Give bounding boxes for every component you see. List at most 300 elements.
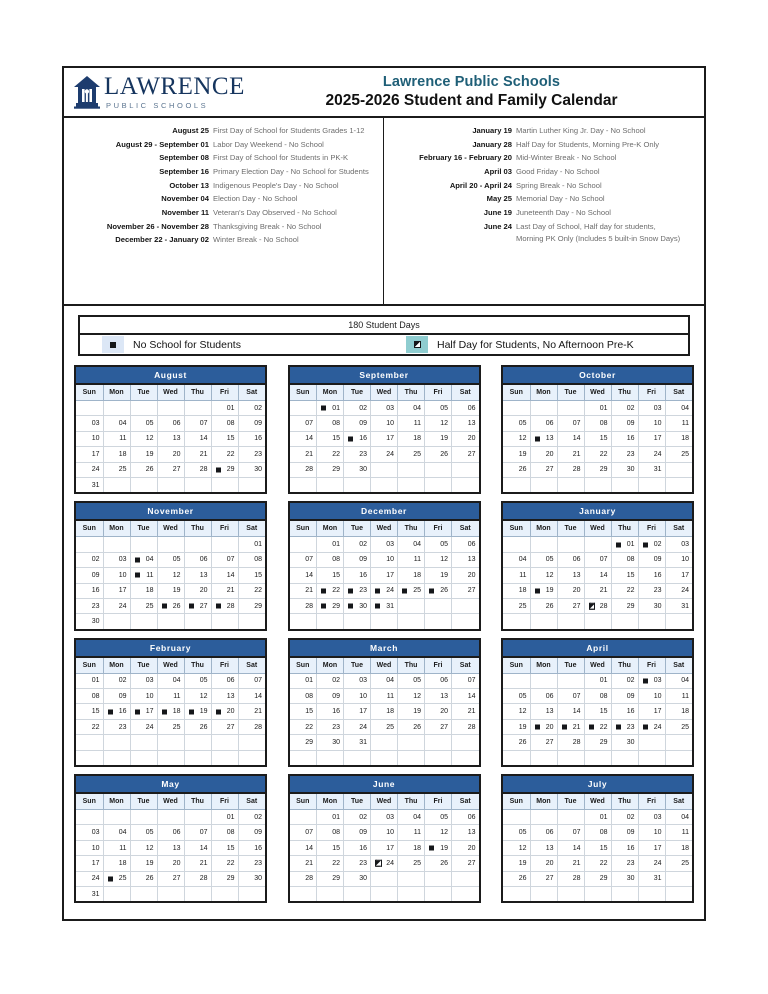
day-cell: 08 xyxy=(317,552,344,567)
week-row xyxy=(76,614,265,629)
day-cell: 18 xyxy=(665,840,692,855)
key-date-row xyxy=(68,126,380,137)
empty-day-cell xyxy=(184,401,211,416)
day-cell: 22 xyxy=(317,856,344,871)
week-row xyxy=(503,598,692,613)
week-row xyxy=(76,583,265,598)
week-row xyxy=(76,704,265,719)
day-cell: 20 xyxy=(184,583,211,598)
month-calendar-march xyxy=(288,638,481,767)
week-row xyxy=(290,568,479,583)
empty-day-cell xyxy=(184,810,211,825)
day-cell: 04 xyxy=(398,537,425,552)
day-cell: 05 xyxy=(530,552,557,567)
week-row xyxy=(76,719,265,734)
empty-day-cell xyxy=(398,735,425,750)
empty-day-cell xyxy=(290,810,317,825)
day-cell: 13 xyxy=(425,689,452,704)
week-row xyxy=(290,689,479,704)
day-cell: 24 xyxy=(371,583,398,598)
weekday-header-sun: Sun xyxy=(290,385,317,401)
week-row xyxy=(503,689,692,704)
day-cell: 06 xyxy=(530,416,557,431)
day-cell: 25 xyxy=(665,719,692,734)
weekday-header-fri: Fri xyxy=(638,521,665,537)
week-row xyxy=(503,477,692,492)
week-row xyxy=(76,447,265,462)
day-cell: 28 xyxy=(557,462,584,477)
week-row xyxy=(290,552,479,567)
day-cell: 18 xyxy=(398,431,425,446)
month-day-grid xyxy=(76,521,265,628)
day-cell: 01 xyxy=(317,537,344,552)
empty-day-cell xyxy=(425,750,452,765)
empty-day-cell xyxy=(290,401,317,416)
key-date-row xyxy=(68,153,380,164)
day-cell: 10 xyxy=(130,689,157,704)
week-row xyxy=(76,810,265,825)
weekday-header-sun: Sun xyxy=(503,658,530,674)
day-cell: 13 xyxy=(452,416,479,431)
empty-day-cell xyxy=(503,614,530,629)
day-cell: 12 xyxy=(503,840,530,855)
weekday-header-tue: Tue xyxy=(130,658,157,674)
week-row xyxy=(290,477,479,492)
day-cell: 20 xyxy=(211,704,238,719)
day-cell: 14 xyxy=(290,840,317,855)
key-date-description: Thanksgiving Break - No School xyxy=(213,221,322,231)
square-marker-icon xyxy=(643,725,648,730)
empty-day-cell xyxy=(665,735,692,750)
weekday-header-wed: Wed xyxy=(157,794,184,810)
empty-day-cell xyxy=(76,537,103,552)
day-cell: 11 xyxy=(398,825,425,840)
weekday-header-sun: Sun xyxy=(290,521,317,537)
square-marker-icon xyxy=(110,342,116,348)
weekday-header-sat: Sat xyxy=(238,521,265,537)
day-cell: 24 xyxy=(638,447,665,462)
empty-day-cell xyxy=(584,750,611,765)
day-cell: 16 xyxy=(344,431,371,446)
weekday-header-thu: Thu xyxy=(184,658,211,674)
key-date-date: November 04 xyxy=(161,194,209,204)
day-cell: 26 xyxy=(184,719,211,734)
key-date-description: Memorial Day - No School xyxy=(516,194,605,204)
day-cell: 23 xyxy=(344,856,371,871)
empty-day-cell xyxy=(665,477,692,492)
day-cell: 03 xyxy=(371,401,398,416)
day-cell: 01 xyxy=(211,401,238,416)
day-cell: 27 xyxy=(184,598,211,613)
day-cell: 04 xyxy=(665,810,692,825)
day-cell: 01 xyxy=(290,673,317,688)
day-cell: 24 xyxy=(130,719,157,734)
empty-day-cell xyxy=(130,735,157,750)
day-cell: 03 xyxy=(76,416,103,431)
month-calendar-november xyxy=(74,501,267,630)
empty-day-cell xyxy=(425,477,452,492)
square-marker-icon xyxy=(616,725,621,730)
month-title: January xyxy=(503,503,692,521)
day-cell: 18 xyxy=(503,583,530,598)
day-cell: 01 xyxy=(238,537,265,552)
month-calendar-january xyxy=(501,501,694,630)
day-cell: 14 xyxy=(557,431,584,446)
day-cell: 25 xyxy=(665,856,692,871)
week-row xyxy=(503,810,692,825)
key-date-date: January 19 xyxy=(472,126,512,135)
day-cell: 05 xyxy=(184,673,211,688)
empty-day-cell xyxy=(103,477,130,492)
day-cell: 02 xyxy=(76,552,103,567)
weekday-header-sun: Sun xyxy=(290,658,317,674)
weekday-header-sat: Sat xyxy=(238,658,265,674)
square-marker-icon xyxy=(535,436,540,441)
week-row xyxy=(503,552,692,567)
key-date-row xyxy=(388,167,700,178)
day-cell: 15 xyxy=(611,568,638,583)
day-cell: 30 xyxy=(238,462,265,477)
key-date-date: August 25 xyxy=(172,126,209,135)
week-row xyxy=(290,856,479,871)
empty-day-cell xyxy=(157,477,184,492)
day-cell: 23 xyxy=(103,719,130,734)
day-cell: 08 xyxy=(211,825,238,840)
empty-day-cell xyxy=(584,537,611,552)
week-row xyxy=(76,840,265,855)
day-cell: 09 xyxy=(317,689,344,704)
day-cell: 14 xyxy=(184,431,211,446)
empty-day-cell xyxy=(398,886,425,901)
day-cell: 26 xyxy=(398,719,425,734)
day-cell: 16 xyxy=(238,840,265,855)
half-square-marker-icon xyxy=(375,860,382,867)
key-date-date: June 24 xyxy=(483,221,512,231)
month-calendar-february xyxy=(74,638,267,767)
day-cell: 04 xyxy=(398,401,425,416)
weekday-header-fri: Fri xyxy=(211,521,238,537)
day-cell: 25 xyxy=(103,462,130,477)
day-cell: 06 xyxy=(157,416,184,431)
day-cell: 18 xyxy=(103,856,130,871)
key-date-row xyxy=(68,235,380,246)
empty-day-cell xyxy=(103,886,130,901)
weekday-header-mon: Mon xyxy=(103,521,130,537)
empty-day-cell xyxy=(130,750,157,765)
day-cell: 07 xyxy=(290,552,317,567)
day-cell: 05 xyxy=(130,825,157,840)
month-title: July xyxy=(503,776,692,794)
empty-day-cell xyxy=(503,537,530,552)
day-cell: 28 xyxy=(290,598,317,613)
day-cell: 28 xyxy=(452,719,479,734)
empty-day-cell xyxy=(665,462,692,477)
week-row xyxy=(290,537,479,552)
day-cell: 20 xyxy=(157,447,184,462)
day-cell: 02 xyxy=(611,810,638,825)
day-cell: 02 xyxy=(344,810,371,825)
half-square-marker-icon xyxy=(589,603,596,610)
day-cell: 16 xyxy=(344,840,371,855)
day-cell: 22 xyxy=(238,583,265,598)
day-cell: 26 xyxy=(425,856,452,871)
day-cell: 17 xyxy=(638,840,665,855)
empty-day-cell xyxy=(425,614,452,629)
empty-day-cell xyxy=(238,614,265,629)
day-cell: 25 xyxy=(665,447,692,462)
day-cell: 14 xyxy=(290,568,317,583)
day-cell: 26 xyxy=(425,583,452,598)
weekday-header-mon: Mon xyxy=(317,385,344,401)
empty-day-cell xyxy=(371,886,398,901)
day-cell: 18 xyxy=(371,704,398,719)
day-cell: 09 xyxy=(611,416,638,431)
legend-item-no-school xyxy=(80,335,384,354)
weekday-header-mon: Mon xyxy=(317,521,344,537)
weekday-header-sun: Sun xyxy=(503,521,530,537)
empty-day-cell xyxy=(425,871,452,886)
month-day-grid xyxy=(76,385,265,492)
day-cell: 12 xyxy=(425,416,452,431)
empty-day-cell xyxy=(503,810,530,825)
day-cell: 16 xyxy=(611,431,638,446)
empty-day-cell xyxy=(76,810,103,825)
day-cell: 06 xyxy=(184,552,211,567)
month-title: March xyxy=(290,640,479,658)
weekday-header-wed: Wed xyxy=(371,658,398,674)
day-cell: 22 xyxy=(76,719,103,734)
weekday-header-thu: Thu xyxy=(611,794,638,810)
key-dates-column-left xyxy=(64,118,384,304)
weekday-header-mon: Mon xyxy=(530,658,557,674)
square-marker-icon xyxy=(429,846,434,851)
empty-day-cell xyxy=(557,401,584,416)
month-calendar-may xyxy=(74,774,267,903)
square-marker-icon xyxy=(429,588,434,593)
schoolhouse-icon xyxy=(72,75,102,109)
square-marker-icon xyxy=(135,557,140,562)
day-cell: 10 xyxy=(371,552,398,567)
day-cell: 06 xyxy=(530,825,557,840)
square-marker-icon xyxy=(216,604,221,609)
empty-day-cell xyxy=(452,735,479,750)
empty-day-cell xyxy=(665,750,692,765)
day-cell: 21 xyxy=(557,719,584,734)
day-cell: 12 xyxy=(130,431,157,446)
week-row xyxy=(290,583,479,598)
weekday-header-fri: Fri xyxy=(425,385,452,401)
day-cell: 17 xyxy=(76,447,103,462)
empty-day-cell xyxy=(611,614,638,629)
square-marker-icon xyxy=(402,588,407,593)
day-cell: 19 xyxy=(425,431,452,446)
empty-day-cell xyxy=(398,462,425,477)
weekday-header-wed: Wed xyxy=(157,385,184,401)
day-cell: 14 xyxy=(584,568,611,583)
day-cell: 20 xyxy=(452,840,479,855)
day-cell: 12 xyxy=(157,568,184,583)
empty-day-cell xyxy=(317,477,344,492)
day-cell: 08 xyxy=(317,825,344,840)
day-cell: 27 xyxy=(157,871,184,886)
day-cell: 15 xyxy=(584,704,611,719)
empty-day-cell xyxy=(557,750,584,765)
day-cell: 09 xyxy=(238,416,265,431)
weekday-header-wed: Wed xyxy=(371,385,398,401)
empty-day-cell xyxy=(290,537,317,552)
empty-day-cell xyxy=(452,598,479,613)
day-cell: 23 xyxy=(638,583,665,598)
empty-day-cell xyxy=(530,614,557,629)
legend xyxy=(78,315,690,356)
square-marker-icon xyxy=(162,709,167,714)
day-cell: 03 xyxy=(371,810,398,825)
key-date-row xyxy=(68,222,380,233)
week-row xyxy=(290,401,479,416)
week-row xyxy=(290,416,479,431)
day-cell: 09 xyxy=(238,825,265,840)
day-cell: 24 xyxy=(638,719,665,734)
month-calendar-september xyxy=(288,365,481,494)
day-cell: 16 xyxy=(76,583,103,598)
day-cell: 22 xyxy=(317,447,344,462)
weekday-header-wed: Wed xyxy=(584,385,611,401)
empty-day-cell xyxy=(530,750,557,765)
day-cell: 12 xyxy=(425,825,452,840)
empty-day-cell xyxy=(398,750,425,765)
day-cell: 16 xyxy=(238,431,265,446)
month-day-grid xyxy=(290,385,479,492)
month-calendar-october xyxy=(501,365,694,494)
day-cell: 28 xyxy=(557,871,584,886)
day-cell: 09 xyxy=(611,689,638,704)
day-cell: 19 xyxy=(130,856,157,871)
week-row xyxy=(290,598,479,613)
empty-day-cell xyxy=(584,477,611,492)
day-cell: 23 xyxy=(317,719,344,734)
day-cell: 28 xyxy=(290,871,317,886)
day-cell: 24 xyxy=(638,856,665,871)
key-date-date: November 11 xyxy=(161,208,209,218)
day-cell: 07 xyxy=(238,673,265,688)
day-cell: 28 xyxy=(184,462,211,477)
empty-day-cell xyxy=(530,401,557,416)
square-marker-icon xyxy=(616,542,621,547)
empty-day-cell xyxy=(317,614,344,629)
weekday-header-wed: Wed xyxy=(584,794,611,810)
day-cell: 01 xyxy=(317,810,344,825)
day-cell: 19 xyxy=(503,447,530,462)
week-row xyxy=(290,431,479,446)
empty-day-cell xyxy=(398,871,425,886)
day-cell: 10 xyxy=(665,552,692,567)
day-cell: 12 xyxy=(503,704,530,719)
weekday-header-tue: Tue xyxy=(130,385,157,401)
weekday-header-sat: Sat xyxy=(452,521,479,537)
week-row xyxy=(503,431,692,446)
empty-day-cell xyxy=(211,477,238,492)
day-cell: 30 xyxy=(611,462,638,477)
key-date-description: Mid-Winter Break - No School xyxy=(516,153,617,163)
square-marker-icon xyxy=(135,709,140,714)
day-cell: 01 xyxy=(211,810,238,825)
day-cell: 01 xyxy=(584,401,611,416)
empty-day-cell xyxy=(398,477,425,492)
month-calendar-april xyxy=(501,638,694,767)
empty-day-cell xyxy=(76,750,103,765)
weekday-header-tue: Tue xyxy=(557,385,584,401)
day-cell: 18 xyxy=(665,704,692,719)
day-cell: 19 xyxy=(184,704,211,719)
empty-day-cell xyxy=(371,477,398,492)
legend-label-half-day: Half Day for Students, No Afternoon Pre-K xyxy=(437,338,634,351)
day-cell: 08 xyxy=(584,689,611,704)
day-cell: 29 xyxy=(317,871,344,886)
month-title: June xyxy=(290,776,479,794)
empty-day-cell xyxy=(238,477,265,492)
day-cell: 14 xyxy=(238,689,265,704)
day-cell: 27 xyxy=(211,719,238,734)
month-day-grid xyxy=(290,521,479,628)
day-cell: 05 xyxy=(425,810,452,825)
week-row xyxy=(76,871,265,886)
day-cell: 15 xyxy=(290,704,317,719)
day-cell: 30 xyxy=(76,614,103,629)
day-cell: 06 xyxy=(452,810,479,825)
empty-day-cell xyxy=(638,886,665,901)
empty-day-cell xyxy=(611,886,638,901)
weekday-header-thu: Thu xyxy=(184,794,211,810)
day-cell: 25 xyxy=(157,719,184,734)
day-cell: 02 xyxy=(238,401,265,416)
square-marker-icon xyxy=(348,588,353,593)
square-marker-icon xyxy=(535,725,540,730)
square-marker-icon xyxy=(375,588,380,593)
week-row xyxy=(76,689,265,704)
day-cell: 20 xyxy=(530,447,557,462)
day-cell: 09 xyxy=(103,689,130,704)
half-square-marker-icon xyxy=(414,341,421,348)
day-cell: 26 xyxy=(130,871,157,886)
day-cell: 13 xyxy=(211,689,238,704)
day-cell: 15 xyxy=(211,431,238,446)
square-marker-icon xyxy=(535,588,540,593)
day-cell: 27 xyxy=(557,598,584,613)
week-row xyxy=(76,886,265,901)
day-cell: 27 xyxy=(452,583,479,598)
day-cell: 06 xyxy=(530,689,557,704)
day-cell: 11 xyxy=(371,689,398,704)
day-cell: 05 xyxy=(503,689,530,704)
day-cell: 19 xyxy=(157,583,184,598)
empty-day-cell xyxy=(184,735,211,750)
day-cell: 30 xyxy=(611,735,638,750)
key-date-date: January 28 xyxy=(472,139,512,149)
empty-day-cell xyxy=(530,810,557,825)
day-cell: 20 xyxy=(530,719,557,734)
day-cell: 28 xyxy=(238,719,265,734)
day-cell: 17 xyxy=(665,568,692,583)
day-cell: 20 xyxy=(157,856,184,871)
key-date-description: Martin Luther King Jr. Day - No School xyxy=(516,126,646,135)
day-cell: 14 xyxy=(211,568,238,583)
empty-day-cell xyxy=(130,886,157,901)
day-cell: 27 xyxy=(530,735,557,750)
week-row xyxy=(503,614,692,629)
empty-day-cell xyxy=(530,477,557,492)
key-date-row xyxy=(388,140,700,151)
district-logo xyxy=(64,74,279,110)
